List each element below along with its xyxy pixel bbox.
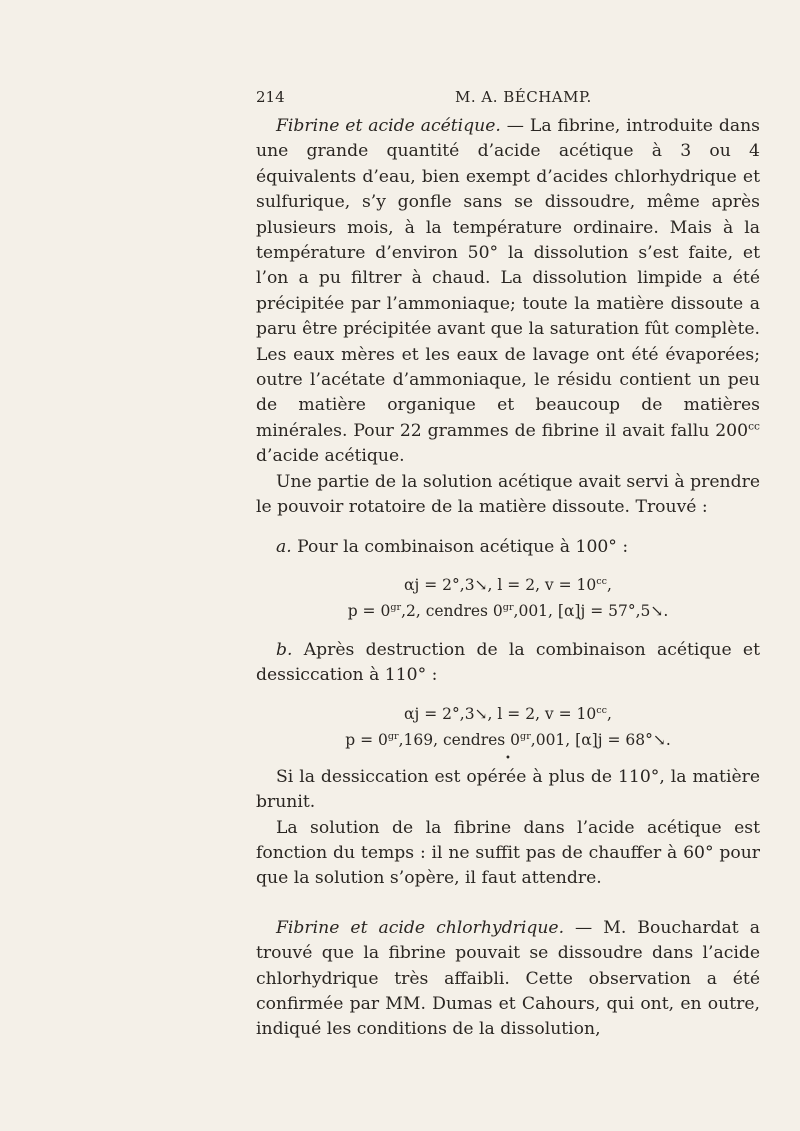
- item-label: a.: [276, 536, 292, 557]
- bullet-mark: •: [505, 752, 511, 764]
- paragraph-item-a: [256, 535, 760, 560]
- paragraph-text: — M. Bouchardat a trouvé que la fibrine pouvait se dissoudre dans l’acide chlorhydrique très affaibli. Cette observation a été confirmée par MM. Dumas et Cahours, qui ont, en outre, indiqué les conditions de la dissolution,: [256, 917, 760, 1040]
- item-label: b.: [276, 639, 293, 660]
- paragraph-fibrine-acide-chlorhydrique: [256, 916, 760, 1043]
- item-text: Pour la combinaison acétique à 100° :: [291, 536, 629, 557]
- formula-b-2: $p = 0^{gr},169$, cendres $0^{gr},001$, [α]j = 68°↘.: [345, 730, 671, 749]
- paragraph-pouvoir-rotatoire: Une partie de la solution acétique avait servi à prendre le pouvoir rotatoire de la matière dissoute. Trouvé :: [256, 471, 760, 518]
- paragraph-text-end: d’acide acétique.: [256, 446, 405, 467]
- unit-cc: cc: [748, 419, 760, 433]
- formula-a-2: $p = 0^{gr},2$, cendres $0^{gr},001$, [α]j = 57°,5↘.: [347, 601, 669, 620]
- paragraph-solution-temps: La solution de la fibrine dans l’acide acétique est fonction du temps : il ne suffit pas de chauffer à 60° pour que la solution s’opère, il faut attendre.: [256, 817, 760, 889]
- paragraph-dessiccation: Si la dessiccation est opérée à plus de 110°, la matière brunit.: [256, 766, 760, 813]
- paragraph-text: — La fibrine, introduite dans une grande quantité d’acide acétique à 3 ou 4 équivalents d’eau, bien exempt d’acides chlorhydrique et sulfurique, s’y gonfle sans se dissoudre, même après plusieurs mois, à la température ordinaire. Mais à la température d’environ 50° la dissolution s’est faite, et l’on a pu filtrer à chaud. La dissolution limpide a été précipitée par l’ammoniaque; toute la matière dissoute a paru être précipitée avant que la saturation fût complète. Les eaux mères et les eaux de lavage ont été évaporées; outre l’acétate d’ammoniaque, le résidu contient un peu de matière organique et beaucoup de matières minérales. Pour 22 grammes de fibrine il avait fallu 200: [256, 116, 760, 441]
- formula-a-1: αj = 2°,3↘, l = 2, $v = 10^{cc}$,: [404, 575, 612, 594]
- paragraph-fibrine-acide-acetique: [256, 114, 760, 470]
- page-number: 214: [256, 88, 285, 106]
- body-text: [256, 114, 760, 1043]
- formula-b-1: αj = 2°,3↘, l = 2, $v = 10^{cc}$,: [404, 704, 612, 723]
- section-title: Fibrine et acide acétique.: [276, 116, 501, 136]
- paragraph-item-b: [256, 638, 760, 689]
- page-header: [256, 88, 760, 110]
- section-title: Fibrine et acide chlorhydrique.: [276, 917, 565, 938]
- running-head: M. A. BÉCHAMP.: [455, 88, 592, 106]
- item-text: Après destruction de la combinaison acétique et dessiccation à 110° :: [256, 639, 760, 686]
